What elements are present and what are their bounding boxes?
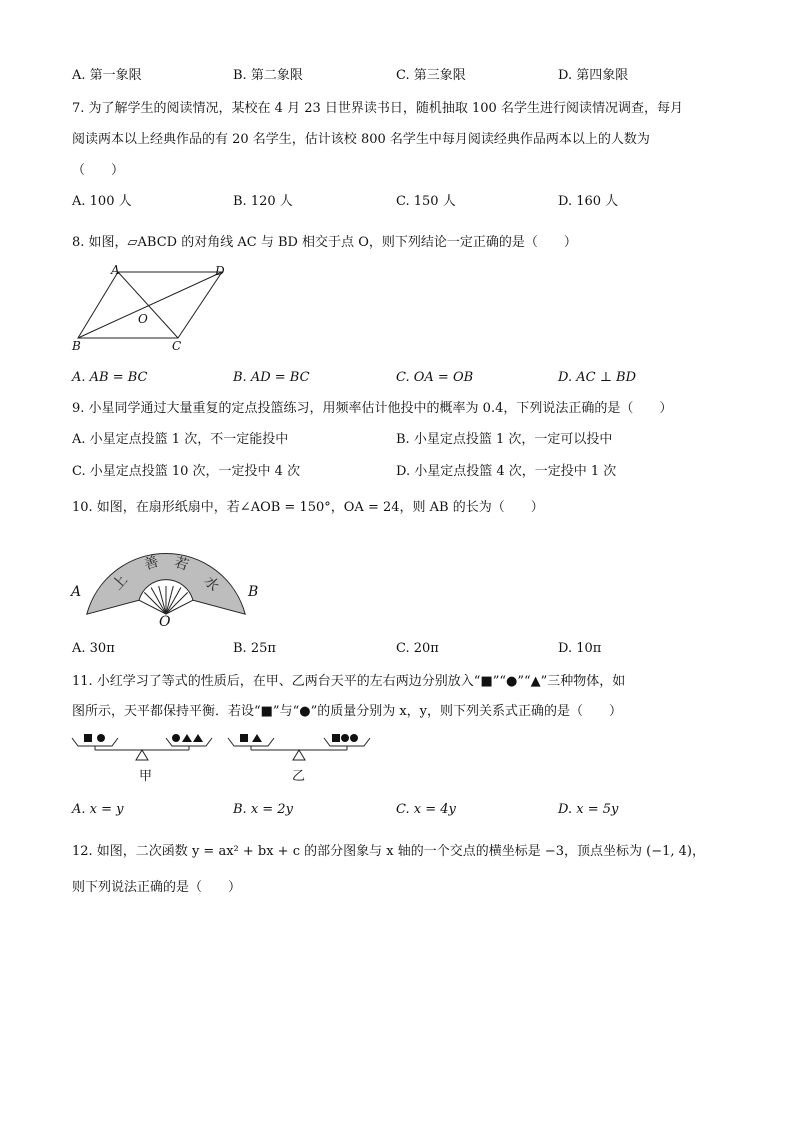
triangle-weight bbox=[193, 734, 203, 742]
fan-figure bbox=[68, 526, 268, 630]
label-o: O bbox=[159, 614, 171, 630]
square-weight bbox=[332, 734, 340, 742]
q12-question-line-2: 则下列说法正确的是（ ） bbox=[72, 880, 242, 895]
q8-option-d: D. AC ⊥ BD bbox=[558, 370, 637, 385]
q11-question-line-1: 11. 小红学习了等式的性质后，在甲、乙两台天平的左右两边分别放入“■”“●”“▲”三种物体，如 bbox=[72, 674, 626, 689]
label-b: B bbox=[248, 584, 259, 600]
circle-weight bbox=[172, 734, 180, 742]
diagonal-ac bbox=[118, 272, 178, 338]
label-a: A bbox=[111, 263, 120, 277]
fan-char-3: 若 bbox=[172, 554, 191, 574]
q9-option-d: D. 小星定点投篮 4 次，一定投中 1 次 bbox=[396, 464, 617, 479]
q7-option-c: C. 150 人 bbox=[396, 194, 456, 209]
q9-option-c: C. 小星定点投篮 10 次，一定投中 4 次 bbox=[72, 464, 301, 479]
fan-char-1: 上 bbox=[109, 572, 131, 594]
scale-yi-left-pan bbox=[228, 738, 274, 746]
label-o: O bbox=[138, 312, 148, 326]
q7-option-d: D. 160 人 bbox=[558, 194, 619, 209]
scale-jia-label: 甲 bbox=[139, 769, 153, 784]
q8-option-b: B. AD = BC bbox=[233, 370, 310, 385]
q8-question: 8. 如图，▱ABCD 的对角线 AC 与 BD 相交于点 O，则下列结论一定正确的是（ ） bbox=[72, 235, 577, 250]
q6-option-d: D. 第四象限 bbox=[558, 68, 629, 83]
q10-option-c: C. 20π bbox=[396, 641, 439, 656]
q10-option-d: D. 10π bbox=[558, 641, 602, 656]
q11-question-line-2: 图所示，天平都保持平衡．若设“■”与“●”的质量分别为 x，y，则下列关系式正确的是（ ） bbox=[72, 704, 623, 719]
q6-option-a: A. 第一象限 bbox=[72, 68, 142, 83]
q6-option-c: C. 第三象限 bbox=[396, 68, 466, 83]
scale-jia-left-pan bbox=[72, 738, 118, 746]
q10-option-a: A. 30π bbox=[72, 641, 115, 656]
scale-yi-fulcrum bbox=[293, 750, 305, 760]
fan-char-4: 水 bbox=[200, 573, 222, 595]
q8-option-a: A. AB = BC bbox=[72, 370, 148, 385]
q9-question: 9. 小星同学通过大量重复的定点投篮练习，用频率估计他投中的概率为 0.4，下列说法正确的是（ ） bbox=[72, 401, 673, 416]
triangle-weight bbox=[252, 734, 262, 742]
q10-option-b: B. 25π bbox=[233, 641, 276, 656]
q7-question-line-1: 7. 为了解学生的阅读情况，某校在 4 月 23 日世界读书日，随机抽取 100 名学生进行阅读情况调查，每月 bbox=[72, 101, 683, 116]
label-c: C bbox=[172, 339, 182, 353]
circle-weight bbox=[341, 734, 349, 742]
scale-jia-fulcrum bbox=[136, 750, 148, 760]
circle-weight bbox=[97, 734, 105, 742]
label-b: B bbox=[72, 339, 81, 353]
q6-option-b: B. 第二象限 bbox=[233, 68, 303, 83]
scale-yi-label: 乙 bbox=[292, 769, 306, 784]
q9-option-a: A. 小星定点投篮 1 次，不一定能投中 bbox=[72, 432, 289, 447]
q7-option-a: A. 100 人 bbox=[72, 194, 132, 209]
q9-option-b: B. 小星定点投篮 1 次，一定可以投中 bbox=[396, 432, 613, 447]
triangle-weight bbox=[182, 734, 192, 742]
q10-question: 10. 如图，在扇形纸扇中，若∠AOB = 150°，OA = 24，则 AB 的长为（ ） bbox=[72, 500, 544, 515]
q11-option-a: A. x = y bbox=[72, 802, 124, 817]
square-weight bbox=[240, 734, 248, 742]
q7-option-b: B. 120 人 bbox=[233, 194, 293, 209]
q8-option-c: C. OA = OB bbox=[396, 370, 474, 385]
square-weight bbox=[84, 734, 92, 742]
q7-question-line-3: （ ） bbox=[72, 163, 125, 178]
q11-option-d: D. x = 5y bbox=[558, 802, 619, 817]
label-d: D bbox=[215, 264, 225, 278]
parallelogram-figure bbox=[70, 262, 230, 354]
fan-char-2: 善 bbox=[142, 553, 161, 574]
label-a: A bbox=[71, 584, 82, 600]
circle-weight bbox=[350, 734, 358, 742]
q11-option-c: C. x = 4y bbox=[396, 802, 456, 817]
balance-figures bbox=[70, 728, 380, 786]
q11-option-b: B. x = 2y bbox=[233, 802, 293, 817]
q7-question-line-2: 阅读两本以上经典作品的有 20 名学生，估计该校 800 名学生中每月阅读经典作品两本以上的人数为 bbox=[72, 132, 650, 147]
q12-question-line-1: 12. 如图，二次函数 y = ax² + bx + c 的部分图象与 x 轴的一个交点的横坐标是 −3，顶点坐标为 (−1, 4)， bbox=[72, 844, 705, 859]
